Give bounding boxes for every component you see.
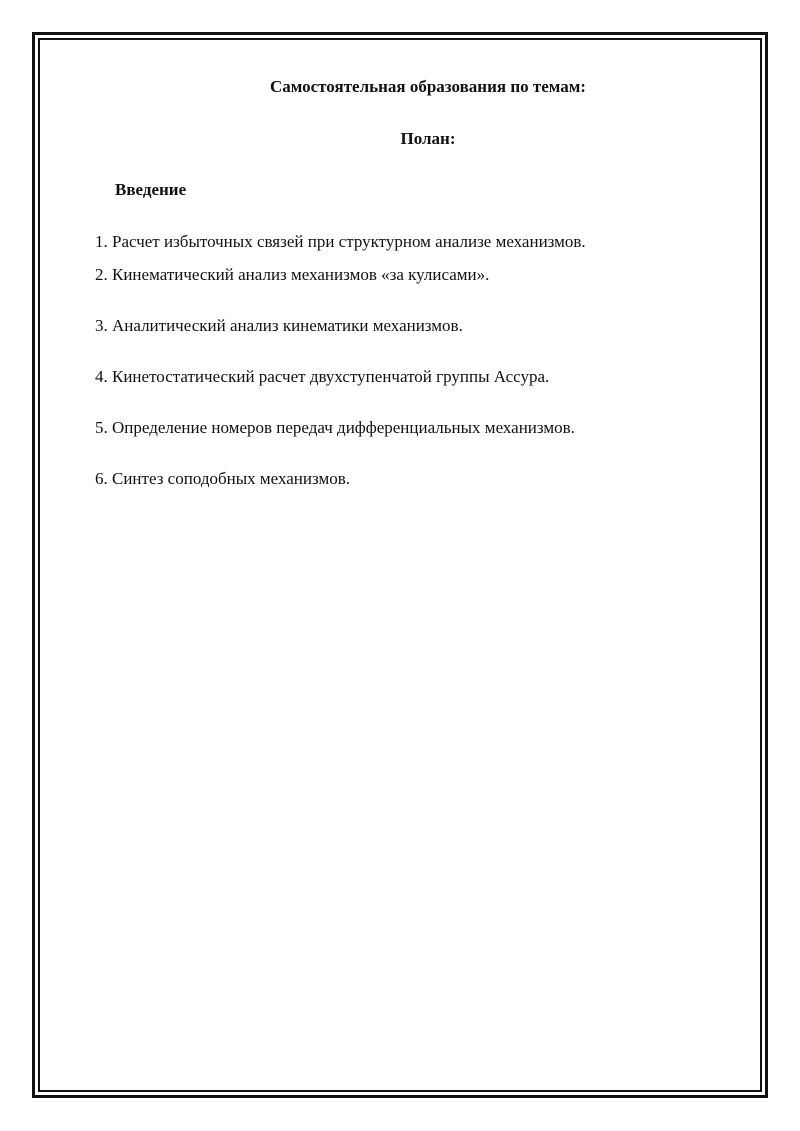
- intro-heading: Введение: [115, 180, 187, 199]
- toc-item: 4. Кинетостатический расчет двухступенчатой группы Ассура.: [95, 367, 550, 386]
- toc-item: 1. Расчет избыточных связей при структурном анализе механизмов.: [95, 232, 586, 251]
- document-subtitle: Полан:: [400, 129, 456, 148]
- toc-item: 3. Аналитический анализ кинематики механизмов.: [95, 316, 463, 335]
- document-title: Самостоятельная образования по темам:: [270, 77, 586, 96]
- toc-item: 6. Синтез соподобных механизмов.: [95, 469, 351, 488]
- toc-item: 2. Кинематический анализ механизмов «за кулисами».: [95, 265, 490, 284]
- toc-item: 5. Определение номеров передач дифференциальных механизмов.: [95, 418, 575, 437]
